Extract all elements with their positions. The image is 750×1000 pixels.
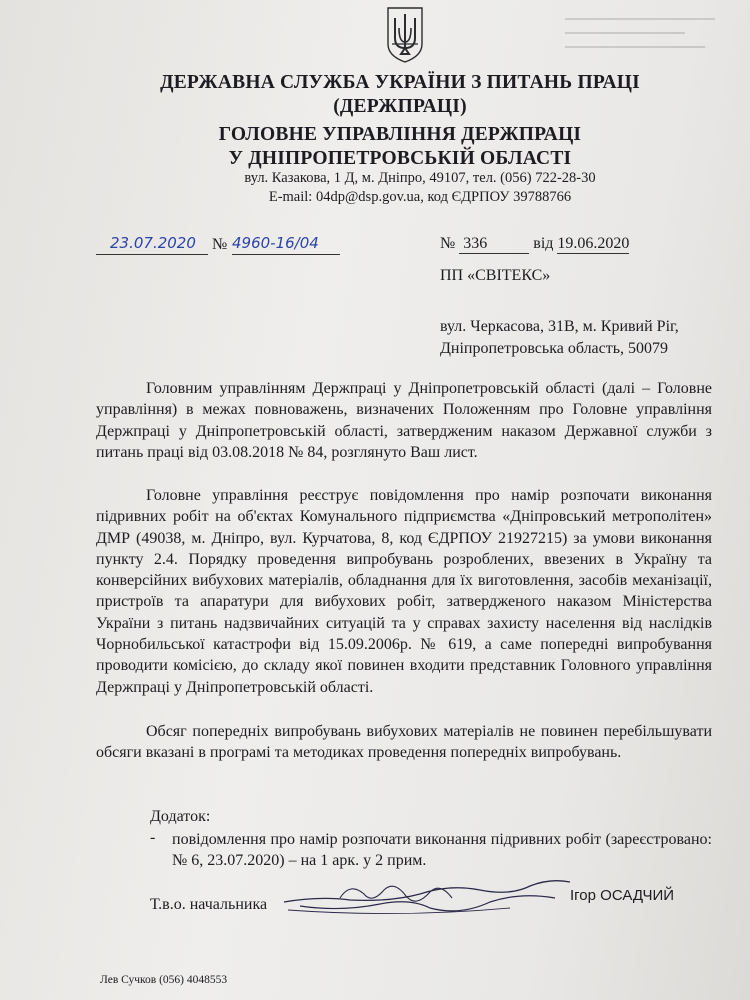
recipient-address-line1: вул. Черкасова, 31В, м. Кривий Ріг, bbox=[440, 318, 679, 335]
registration-number: 336 bbox=[459, 235, 529, 254]
body-paragraph-1: Головним управлінням Держпраці у Дніпропетровській області (далі – Головне управління) в межах повноважень, визначених Положенням про Головне управління Держпраці у Дніпропетровській області, затвердженим наказом Державної служби з питань праці від 03.08.2018 № 84, розглянуто Ваш лист. bbox=[96, 380, 712, 461]
bleed-through-text bbox=[565, 6, 735, 76]
handwritten-number-sign: № bbox=[212, 236, 228, 253]
org-address: вул. Казакова, 1 Д, м. Дніпро, 49107, тел. (056) 722-28-30 bbox=[244, 170, 596, 186]
registration-line bbox=[440, 235, 629, 254]
executor-contact: Лев Сучков (056) 4048553 bbox=[100, 974, 228, 986]
org-contacts: E-mail: 04dp@dsp.gov.ua, код ЄДРПОУ 39788766 bbox=[268, 189, 572, 205]
registration-date-prefix: від bbox=[533, 235, 554, 252]
number-underline bbox=[232, 254, 340, 255]
org-name-line3: ГОЛОВНЕ УПРАВЛІННЯ ДЕРЖПРАЦІ bbox=[218, 124, 582, 145]
handwritten-number: 4960-16/04 bbox=[232, 234, 319, 252]
body-paragraph-3: Обсяг попередніх випробувань вибухових матеріалів не повинен перебільшувати обсяги вказані в програмі та методиках проведення попередніх випробувань. bbox=[96, 723, 712, 762]
attachment-dash: - bbox=[150, 829, 156, 846]
org-name-line1: ДЕРЖАВНА СЛУЖБА УКРАЇНИ З ПИТАНЬ ПРАЦІ bbox=[160, 72, 640, 93]
body-paragraph-2: Головне управління реєструє повідомлення про намір розпочати виконання підривних робіт на об'єктах Комунального підприємства «Дніпровський метрополітен» ДМР (49038, м. Дніпро, вул. Курчатова, 8, код ЄДРПОУ 21927215) за умови виконання пункту 2.4. Порядку проведення випробувань розроблених, ввезених в Україну та конверсійних вибухових матеріалів, обладнання для їх виготовлення, засобів механізації, пристроїв та апаратури для вибухових робіт, затвердженого наказом Міністерства України з питань надзвичайних ситуацій та у справах захисту населення від наслідків Чорнобильської катастрофи від 15.09.2006р. № 619, а саме попередні випробування проводити комісією, до складу якої повинен входити представник Головного управління Держпраці у Дніпропетровській області. bbox=[96, 487, 712, 696]
org-name-line4: У ДНІПРОПЕТРОВСЬКІЙ ОБЛАСТІ bbox=[228, 148, 572, 169]
date-underline bbox=[96, 254, 208, 255]
recipient-address-line2: Дніпропетровська область, 50079 bbox=[440, 340, 669, 357]
org-name-line2: (ДЕРЖПРАЦІ) bbox=[333, 96, 467, 117]
signatory-name: Ігор ОСАДЧИЙ bbox=[570, 887, 675, 904]
signatory-position: Т.в.о. начальника bbox=[150, 896, 268, 913]
attachment-item: повідомлення про намір розпочати виконання підривних робіт (зареєстровано: № 6, 23.07.2020) – на 1 арк. у 2 прим. bbox=[172, 831, 712, 869]
handwritten-date: 23.07.2020 bbox=[110, 234, 196, 252]
attachment-title: Додаток: bbox=[150, 808, 211, 825]
trident-icon bbox=[384, 4, 426, 64]
handwritten-signature bbox=[280, 872, 580, 920]
registration-number-sign: № bbox=[440, 235, 456, 252]
registration-date: 19.06.2020 bbox=[557, 235, 630, 252]
recipient-name: ПП «СВІТЕКС» bbox=[440, 267, 551, 284]
